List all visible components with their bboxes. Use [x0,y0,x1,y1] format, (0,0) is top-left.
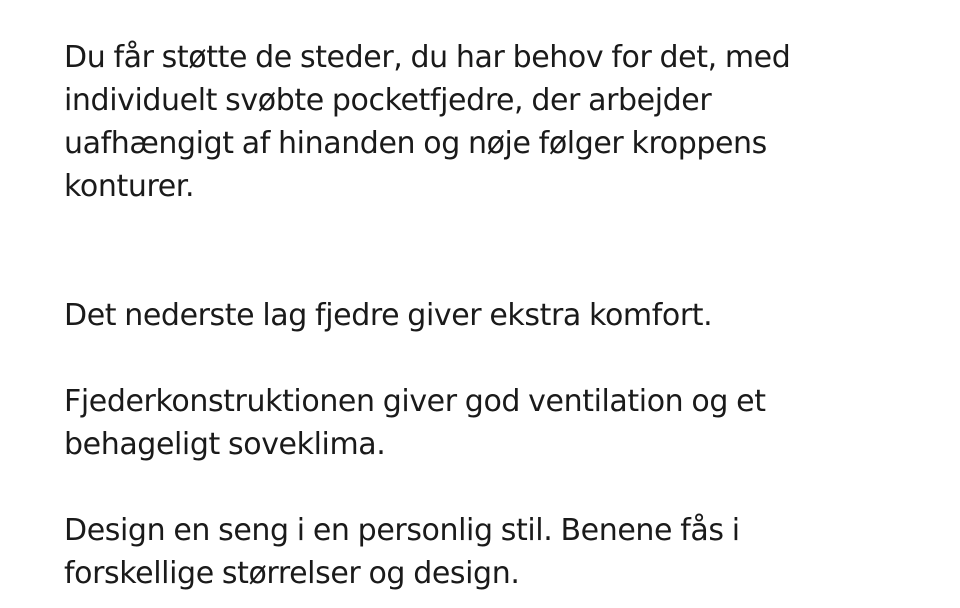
paragraph-spacer [64,466,824,509]
paragraph-spacer [64,337,824,380]
description-paragraph-legs-design: Design en seng i en personlig stil. Benene fås i forskellige størrelser og design. [64,513,740,591]
description-paragraph-bottom-layer: Det nederste lag fjedre giver ekstra komfort. [64,298,713,333]
description-paragraph-ventilation: Fjederkonstruktionen giver god ventilation og et behageligt soveklima. [64,384,766,462]
paragraph-spacer [64,208,824,294]
description-paragraph-pocket-springs: Du får støtte de steder, du har behov for det, med individuelt svøbte pocketfjedre, der arbejder uafhængigt af hinanden og nøje følger kroppens konturer. [64,40,791,204]
product-description [64,36,824,595]
